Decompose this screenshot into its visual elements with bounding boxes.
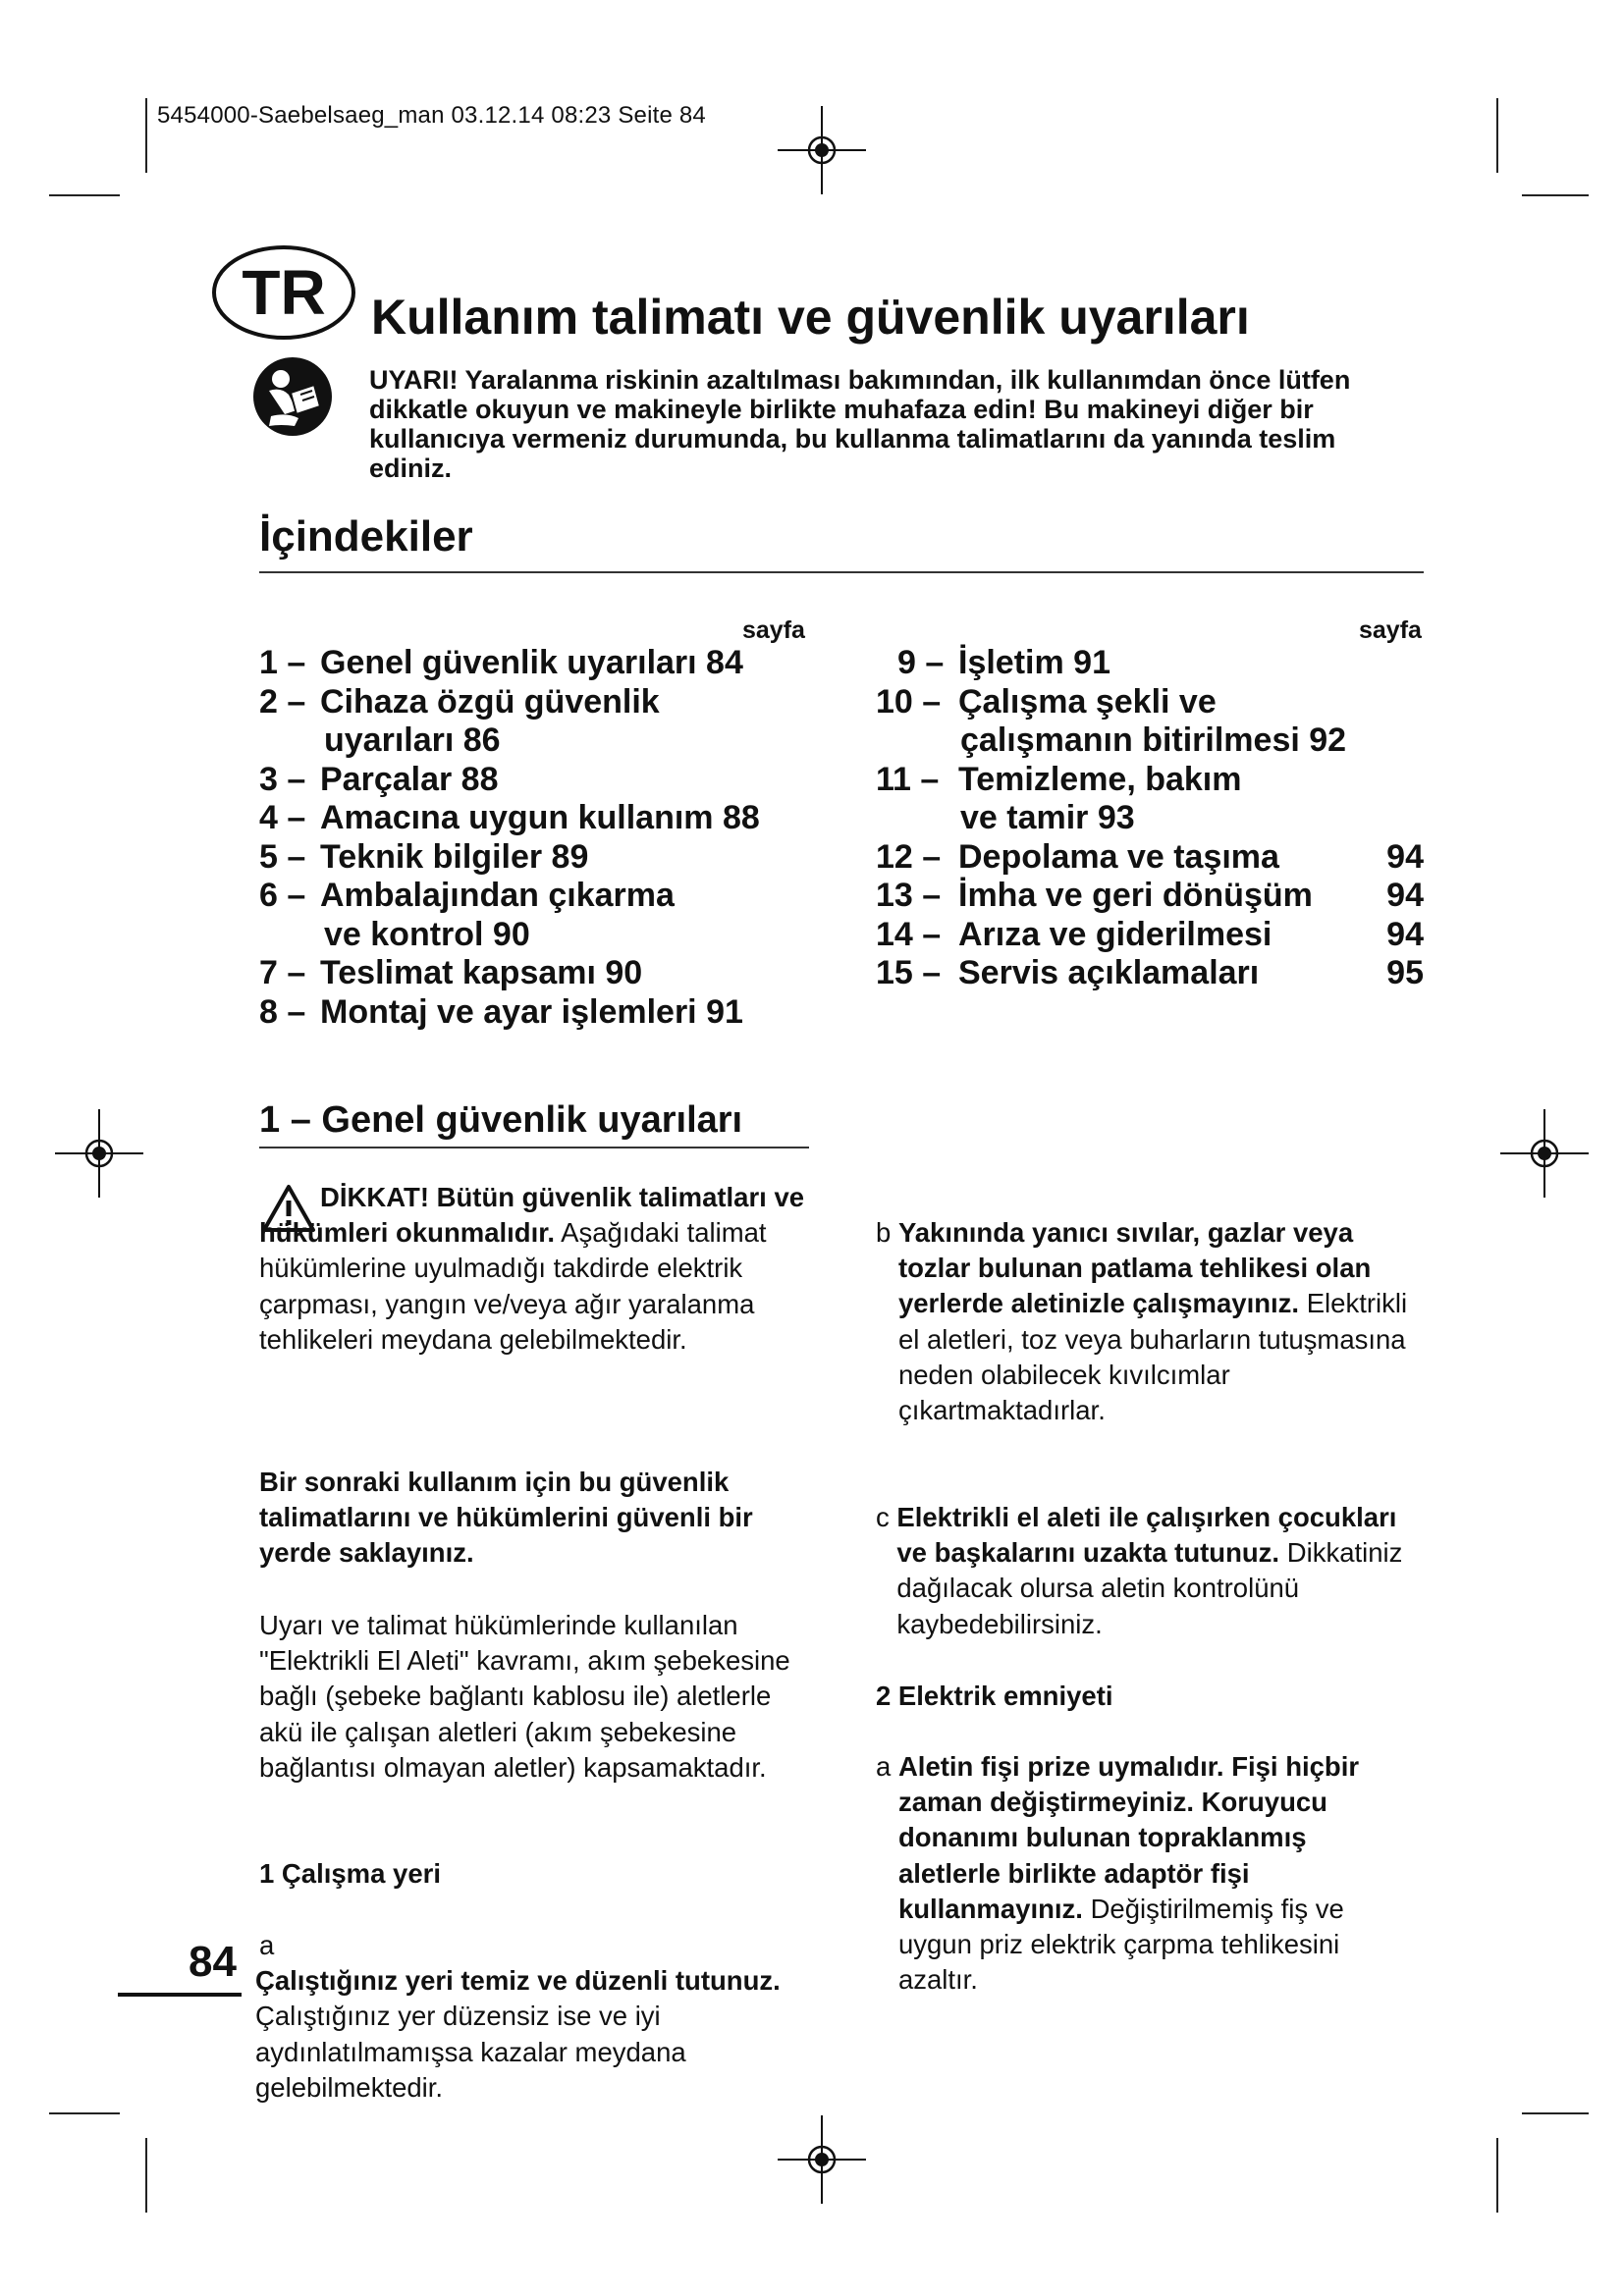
list-item-2a: a Aletin fişi prize uymalıdır. Fişi hiçbir zaman değiştirmeyiniz. Koruyucu donanımı bulunan topraklanmış aletlerle birlikte adaptör fişi kullanmayınız. Değiştirilmemiş fiş ve uygun priz elektrik çarpma tehlikesini azaltır. [876, 1751, 1360, 1996]
page-title: Kullanım talimatı ve güvenlik uyarıları [371, 290, 1250, 345]
crop-mark [49, 194, 120, 196]
book-reader-icon [251, 355, 334, 438]
crop-mark [145, 98, 147, 173]
toc-entry-continued: çalışmanın bitirilmesi 92 [960, 721, 1347, 759]
toc-entry[interactable]: 7 – Teslimat kapsamı 90 [259, 954, 643, 991]
toc-divider [259, 571, 1424, 573]
registration-mark-icon [778, 2115, 866, 2204]
crop-mark [1496, 98, 1498, 173]
toc-entry[interactable]: 4 – Amacına uygun kullanım 88 [259, 799, 760, 836]
print-header: 5454000-Saebelsaeg_man 03.12.14 08:23 Seite 84 [157, 102, 706, 129]
subsection-heading: 1 Çalışma yeri [259, 1858, 441, 1889]
toc-left-column [259, 644, 809, 1032]
toc-heading: İçindekiler [259, 512, 473, 561]
toc-entry-continued: ve tamir 93 [960, 799, 1135, 836]
warning-paragraph: UYARI! Yaralanma riskinin azaltılması bakımından, ilk kullanımdan önce lütfen dikkatle okuyun ve makineyle birlikte muhafaza edin! Bu makineyi diğer bir kullanıcıya vermeniz durumunda, bu kullanma talimatlarını da yanında teslim ediniz. [369, 365, 1351, 483]
toc-entry[interactable]: 8 – Montaj ve ayar işlemleri 91 [259, 992, 743, 1031]
keep-instructions-paragraph: Bir sonraki kullanım için bu güvenlik talimatlarını ve hükümlerini güvenli bir yerde saklayınız. [259, 1467, 753, 1569]
page-number-rule [118, 1993, 242, 1997]
registration-mark-icon [778, 106, 866, 194]
crop-mark [1522, 194, 1589, 196]
subsection-heading: 2 Elektrik emniyeti [876, 1681, 1113, 1711]
crop-mark [1496, 2138, 1498, 2213]
toc-entry[interactable]: 14 – Arıza ve giderilmesi 94 [876, 915, 1424, 953]
list-item-b: b Yakınında yanıcı sıvılar, gazlar veya tozlar bulunan patlama tehlikesi olan yerlerde aletinizle çalışmayınız. Elektrikli el aletleri, toz veya buharların tutuşmasına neden olabilecek kıvılcımlar çıkartmaktadırlar. [876, 1217, 1408, 1426]
language-code: TR [242, 257, 326, 328]
attention-paragraph: DİKKAT! Bütün güvenlik talimatları ve hükümleri okunmalıdır. Aşağıdaki talimat hükümlerine uyulmadığı takdirde elektrik çarpması, yangın ve/veya ağır yaralanma tehlikeleri meydana gelebilmektedir. [259, 1182, 805, 1355]
page-number: 84 [189, 1938, 237, 1986]
toc-entry[interactable]: 2 – Cihaza özgü güvenlik [259, 682, 660, 721]
definition-paragraph: Uyarı ve talimat hükümlerinde kullanılan "Elektrikli El Aleti" kavramı, akım şebekesine bağlı (şebeke bağlantı kablosu ile) aletlerle akü ile çalışan aletleri (akım şebekesine bağlantısı olmayan aletler) kapsamaktadır. [259, 1610, 790, 1783]
toc-right-column [876, 644, 1424, 993]
language-badge [212, 245, 355, 340]
toc-entry[interactable]: 12 – Depolama ve taşıma 94 [876, 837, 1424, 876]
registration-mark-icon [55, 1109, 143, 1198]
crop-mark [145, 2138, 147, 2213]
crop-mark [49, 2112, 120, 2114]
crop-mark [1522, 2112, 1589, 2114]
toc-entry[interactable]: 11 – Temizleme, bakım [876, 760, 1242, 798]
toc-entry[interactable]: 15 – Servis açıklamaları 95 [876, 954, 1424, 991]
list-item-a: a Çalıştığınız yeri temiz ve düzenli tutunuz. Çalıştığınız yer düzensiz ise ve iyi aydınlatılmamışsa kazalar meydana gelebilmektedir. [255, 1930, 781, 2103]
toc-entry[interactable]: 3 – Parçalar 88 [259, 760, 499, 798]
toc-entry[interactable]: 1 – Genel güvenlik uyarıları 84 [259, 644, 743, 681]
toc-entry-continued: ve kontrol 90 [324, 915, 530, 953]
toc-entry[interactable]: 9 – İşletim 91 [897, 644, 1110, 681]
section-title: 1 – Genel güvenlik uyarıları [259, 1099, 743, 1141]
toc-entry[interactable]: 10 – Çalışma şekli ve [876, 682, 1217, 721]
toc-entry[interactable]: 6 – Ambalajından çıkarma [259, 877, 675, 914]
section-divider [259, 1147, 809, 1148]
toc-entry[interactable]: 5 – Teknik bilgiler 89 [259, 837, 589, 876]
registration-mark-icon [1500, 1109, 1589, 1198]
toc-entry[interactable]: 13 – İmha ve geri dönüşüm 94 [876, 877, 1424, 914]
toc-entry-continued: uyarıları 86 [324, 721, 501, 759]
toc-page-label: sayfa [742, 616, 805, 644]
list-item-c: c Elektrikli el aleti ile çalışırken çocukları ve başkalarını uzakta tutunuz. Dikkatiniz dağılacak olursa aletin kontrolünü kaybedebilirsiniz. [876, 1502, 1403, 1639]
toc-page-label: sayfa [1359, 616, 1422, 644]
